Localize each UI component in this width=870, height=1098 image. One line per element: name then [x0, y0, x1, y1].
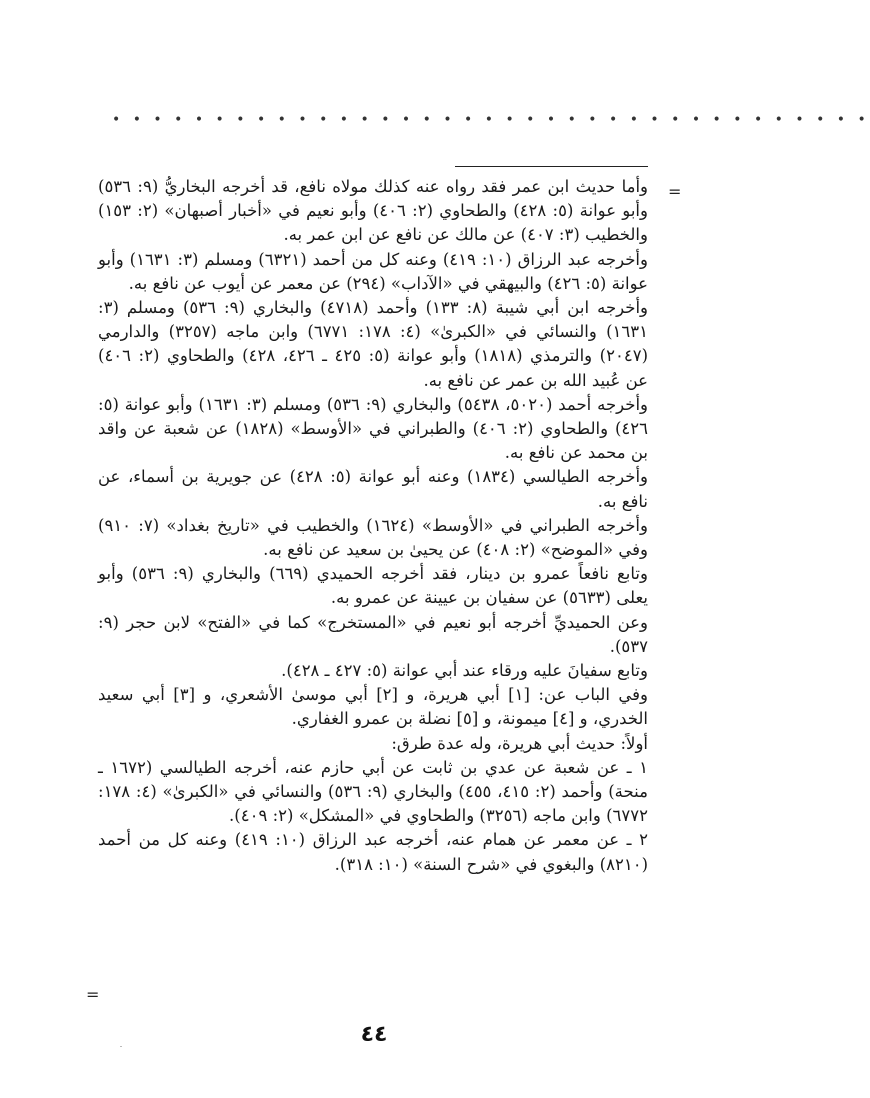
page-number: ٤٤ — [360, 1022, 388, 1047]
footnote-paragraph: وأخرجه الطبراني في «الأوسط» (١٦٢٤) والخطيب في «تاريخ بغداد» (٧: ٩١٠) وفي «الموضح» (٢: ٤٠٨) عن يحيىٰ بن سعيد عن نافع به. — [98, 515, 648, 560]
footnote-paragraph: وعن الحميديِّ أخرجه أبو نعيم في «المستخرج» كما في «الفتح» لابن حجر (٩: ٥٣٧). — [98, 612, 648, 656]
footnote-paragraph: ١ ـ عن شعبة عن عدي بن ثابت عن أبي حازم عنه، أخرجه الطيالسي (١٦٧٢ ـ منحة) وأحمد (٢: ٤١٥، ٤٥٥) والبخاري (٩: ٥٣٦) والنسائي في «الكبرىٰ» (٤: ١٧٨: ٦٧٧٢) وابن ماجه (٣٢٥٦) والطحاوي في «المشكل» (٢: ٤٠٩). — [98, 757, 648, 826]
footnote-paragraph: وأخرجه ابن أبي شيبة (٨: ١٣٣) وأحمد (٤٧١٨) والبخاري (٩: ٥٣٦) ومسلم (٣: ١٦٣١) والنسائي في «الكبرىٰ» (٤: ١٧٨: ٦٧٧١) وابن ماجه (٣٢٥٧) والدارمي (٢٠٤٧) والترمذي (١٨١٨) وأبو عوانة (٥: ٤٢٥ ـ ٤٢٦، ٤٢٨) والطحاوي (٢: ٤٠٦) عن عُبيد الله بن عمر عن نافع به. — [98, 298, 648, 390]
continuation-marker-bottom: = — [86, 985, 100, 1004]
footnote-paragraph: وتابع نافعاً عمرو بن دينار، فقد أخرجه الحميدي (٦٦٩) والبخاري (٩: ٥٣٦) وأبو يعلى (٥٦٣٣) عن سفيان بن عيينة عن عمرو به. — [98, 564, 648, 608]
footnote-paragraph: وأخرجه أحمد (٥٠٢٠، ٥٤٣٨) والبخاري (٩: ٥٣٦) ومسلم (٣: ١٦٣١) وأبو عوانة (٥: ٤٢٦) والطحاوي (٢: ٤٠٦) والطبراني في «الأوسط» (١٨٢٨) عن شعبة عن واقد بن محمد عن نافع به. — [98, 394, 649, 463]
footnote-paragraph: وأخرجه عبد الرزاق (١٠: ٤١٩) وعنه كل من أحمد (٦٣٢١) ومسلم (٣: ١٦٣١) وأبو عوانة (٥: ٤٢٦) والبيهقي في «الآداب» (٢٩٤) عن معمر عن أيوب عن نافع به. — [98, 249, 648, 293]
scan-speck — [120, 1046, 122, 1047]
continuation-marker-top: = — [668, 182, 682, 201]
footnote-paragraph: وتابع سفيانَ عليه ورقاء عند أبي عوانة (٥: ٤٢٧ ـ ٤٢٨). — [281, 661, 648, 681]
footnote-paragraph: أولاً: حديث أبي هريرة، وله عدة طرق: — [391, 733, 648, 753]
header-dot-leader: • • • • • • • • • • • • • • • • • • • • • • • • • • • • • • • • • • • • • — [112, 112, 870, 128]
footnote-paragraph: وفي الباب عن: [١] أبي هريرة، و [٢] أبي موسىٰ الأشعري، و [٣] أبي سعيد الخدري، و [٤] ميمونة، و [٥] نضلة بن عمرو الغفاري. — [98, 685, 648, 729]
footnotes-block — [98, 175, 648, 877]
footnote-paragraph: وأخرجه الطيالسي (١٨٣٤) وعنه أبو عوانة (٥: ٤٢٨) عن جويرية بن أسماء، عن نافع به. — [98, 467, 648, 511]
footnote-paragraph: وأما حديث ابن عمر فقد رواه عنه كذلك مولاه نافع، قد أخرجه البخاريُّ (٩: ٥٣٦) وأبو عوانة (٥: ٤٢٨) والطحاوي (٢: ٤٠٦) وأبو نعيم في «أخبار أصبهان» (٢: ١٥٣) والخطيب (٣: ٤٠٧) عن مالك عن نافع عن ابن عمر به. — [98, 177, 648, 245]
footnote-separator-rule — [455, 166, 648, 167]
footnote-paragraph: ٢ ـ عن معمر عن همام عنه، أخرجه عبد الرزاق (١٠: ٤١٩) وعنه كل من أحمد (٨٢١٠) والبغوي في «شرح السنة» (١٠: ٣١٨). — [98, 830, 648, 874]
